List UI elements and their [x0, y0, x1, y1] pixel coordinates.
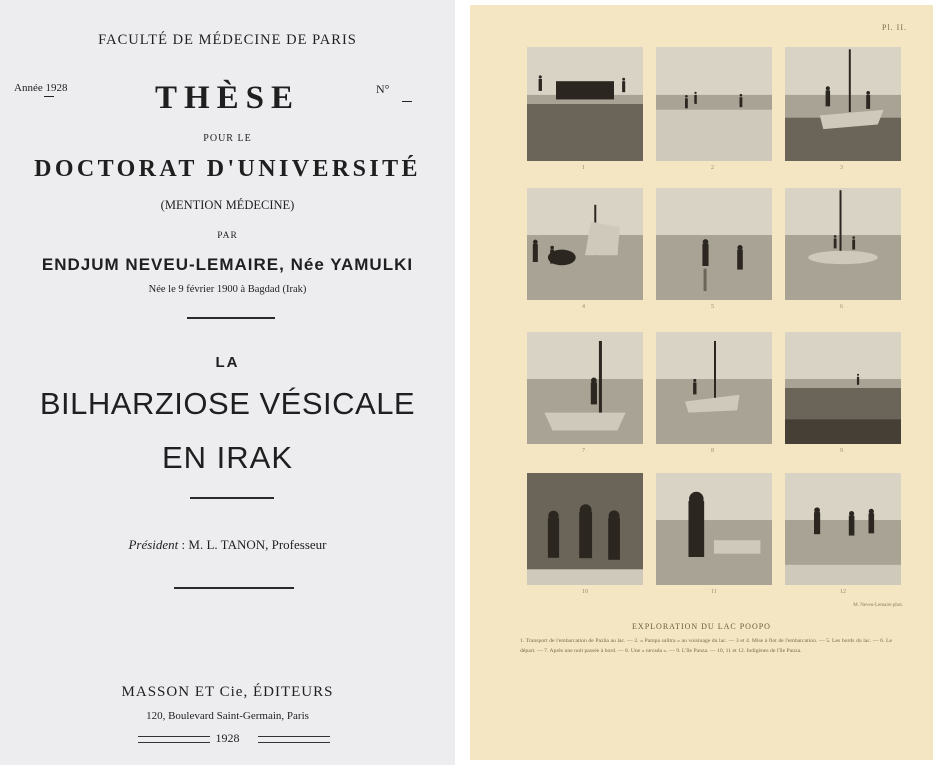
- plate-photo: [785, 332, 901, 444]
- plate-photo: [656, 473, 772, 585]
- thesis-title-line2: EN IRAK: [161, 440, 294, 475]
- year-label: Année 1928: [14, 82, 68, 94]
- number-label: N°: [376, 82, 390, 96]
- plate-photo: [785, 473, 901, 585]
- pour-le-text: POUR LE: [203, 133, 252, 144]
- plate-photo: [527, 332, 643, 444]
- president-label: Président: [128, 537, 179, 552]
- photo-number: 1: [582, 165, 585, 171]
- publisher-address: 120, Boulevard Saint-Germain, Paris: [146, 710, 309, 722]
- photo-number: 5: [711, 304, 714, 310]
- publication-year: 1928: [215, 731, 240, 745]
- photo-plate-page: [470, 5, 933, 760]
- plate-number: Pl. II.: [882, 23, 907, 32]
- photo-credit: M. Neveu-Lemaire phot.: [853, 603, 903, 608]
- publisher-line: MASSON ET Cie, ÉDITEURS: [121, 684, 334, 700]
- photo-number: 12: [840, 589, 846, 595]
- plate-photo: [785, 47, 901, 161]
- photo-number: 7: [582, 448, 585, 454]
- divider-rule: [174, 587, 294, 589]
- double-rule-right: [258, 736, 330, 743]
- photo-number: 6: [840, 304, 843, 310]
- photo-number: 11: [711, 589, 717, 595]
- plate-captions: 1. Transport de l'embarcation de Pazña au lac. — 2. « Pampa salitra » au voisinage du lac. — 3 et 4. Mise à flot de l'embarcation. — 5. Les bords du lac. — 6. Le départ. — 7. Après une nuit passée à bord. — 8. Une « nevada ». — 9. L'île Panza. — 10, 11 et 12. Indigènes de l'île Panza.: [520, 638, 892, 654]
- president-name: : M. L. TANON, Professeur: [178, 537, 327, 552]
- author-name: ENDJUM NEVEU-LEMAIRE, Née YAMULKI: [41, 255, 414, 274]
- plate-photo: [527, 47, 643, 161]
- par-text: PAR: [217, 231, 238, 241]
- photo-number: 10: [582, 589, 588, 595]
- photo-number: 4: [582, 304, 585, 310]
- mention-text: (MENTION MÉDECINE): [160, 198, 295, 212]
- photo-number: 2: [711, 165, 714, 171]
- photo-number: 3: [840, 165, 843, 171]
- thesis-title-line1: BILHARZIOSE VÉSICALE: [39, 386, 416, 421]
- plate-photo: [527, 473, 643, 585]
- thesis-title-page: [0, 0, 455, 765]
- plate-photo: [656, 188, 772, 300]
- faculty-heading: FACULTÉ DE MÉDECINE DE PARIS: [98, 32, 357, 48]
- plate-photo: [656, 47, 772, 161]
- plate-photo: [785, 188, 901, 300]
- divider-rule: [190, 497, 274, 499]
- these-heading: THÈSE: [154, 80, 301, 116]
- plate-title: EXPLORATION DU LAC POOPO: [632, 622, 771, 631]
- doctorat-heading: DOCTORAT D'UNIVERSITÉ: [34, 156, 421, 182]
- photo-number: 8: [711, 448, 714, 454]
- title-article: LA: [215, 354, 240, 371]
- photo-number: 9: [840, 448, 843, 454]
- divider-rule: [187, 317, 275, 319]
- birth-line: Née le 9 février 1900 à Bagdad (Irak): [148, 284, 307, 295]
- president-line: [0, 537, 455, 553]
- plate-photo: [527, 188, 643, 300]
- plate-photo: [656, 332, 772, 444]
